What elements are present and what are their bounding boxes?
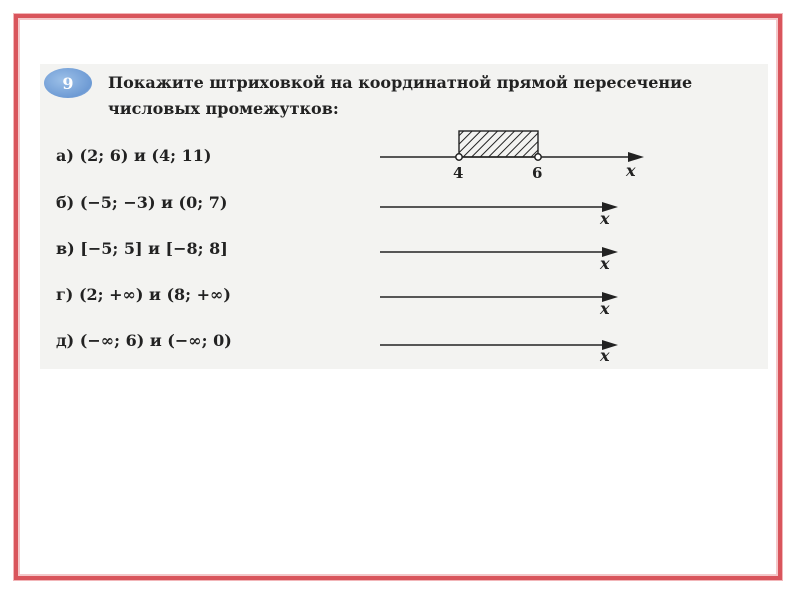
open-point (456, 154, 462, 160)
number-line-d (380, 340, 618, 365)
axis-label-x: x (600, 209, 610, 228)
item-b-label: б) (−5; −3) и (0; 7) (56, 193, 228, 212)
axis-label-x: x (600, 299, 610, 318)
item-d-label: д) (−∞; 6) и (−∞; 0) (56, 331, 232, 350)
axis-label-x: x (600, 254, 610, 273)
number-line-v (380, 247, 618, 273)
point-label-6: 6 (532, 164, 543, 182)
hatched-intersection (459, 131, 538, 157)
item-a-label: а) (2; 6) и (4; 11) (56, 146, 212, 165)
number-line-b (380, 202, 618, 228)
item-v-label: в) [−5; 5] и [−8; 8] (56, 239, 228, 258)
exercise-number-badge: 9 (44, 68, 92, 98)
exercise-title: Покажите штриховкой на координатной прямой пересечение числовых промежутков: (108, 73, 693, 118)
axis-label-x: x (600, 346, 610, 365)
open-point (535, 154, 541, 160)
item-g-label: г) (2; +∞) и (8; +∞) (56, 285, 231, 304)
point-label-4: 4 (453, 164, 464, 182)
number-line-g (380, 292, 618, 318)
axis-label-x: x (626, 161, 636, 180)
number-line-a (380, 131, 644, 182)
